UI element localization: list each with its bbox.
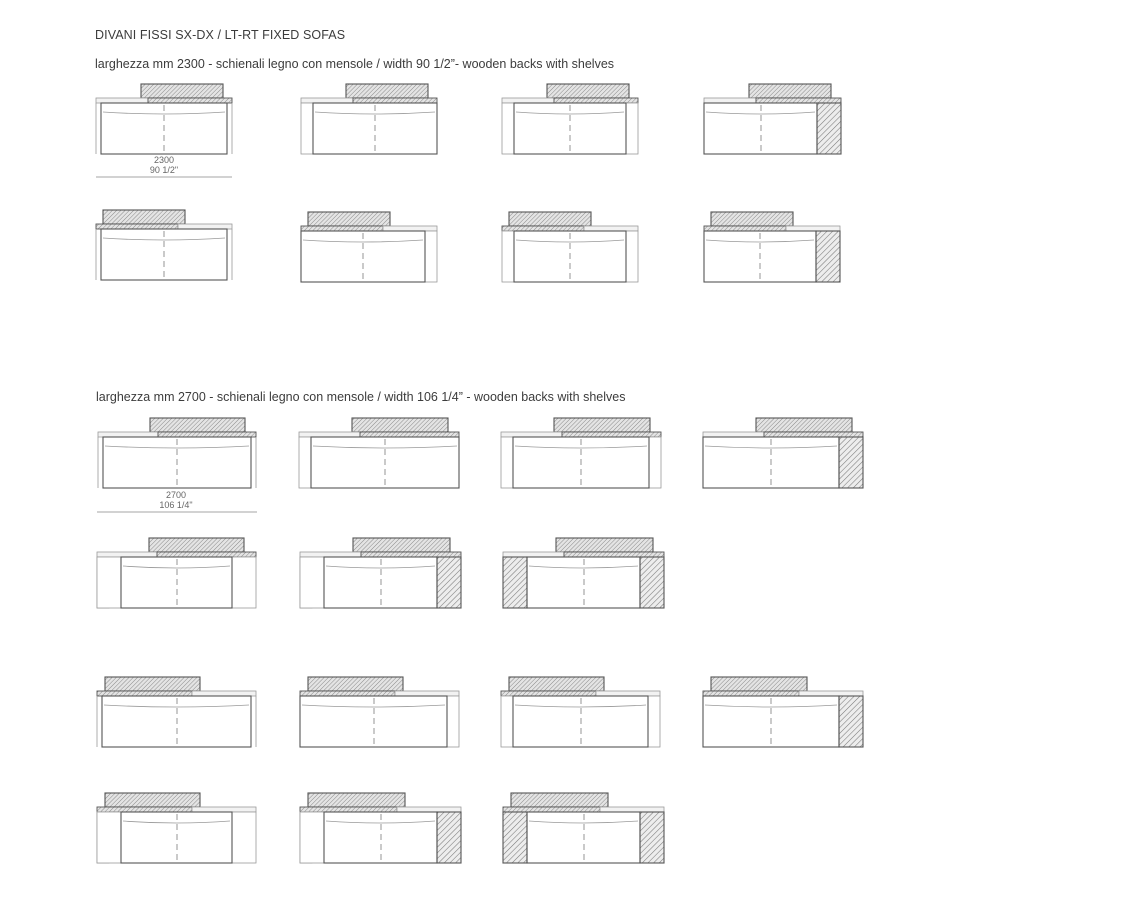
- cushion-line: [515, 705, 646, 707]
- sofa-plan: [97, 677, 256, 747]
- back-strip: [300, 552, 361, 557]
- back-strip-wood: [96, 224, 178, 229]
- cushion-line: [326, 566, 435, 568]
- shelf-block: [509, 677, 604, 691]
- sofa-plan: [96, 210, 232, 280]
- sofa-plan: [97, 793, 256, 863]
- hatched-arm: [817, 103, 841, 154]
- seat-body: [704, 103, 817, 154]
- cushion-line: [705, 705, 837, 707]
- arm: [447, 696, 459, 747]
- cushion-line: [303, 240, 423, 242]
- dimension-inches: 90 1/2": [149, 165, 179, 175]
- arm: [97, 812, 121, 863]
- back-strip-wood: [501, 691, 596, 696]
- sofa-plan: [299, 418, 459, 488]
- sofa-plan: [301, 84, 437, 154]
- sofa-plan: [704, 212, 840, 282]
- dimension-mm: 2300: [153, 155, 175, 165]
- hatched-arm: [437, 812, 461, 863]
- back-strip-wood: [361, 552, 461, 557]
- back-strip-wood: [300, 807, 397, 812]
- back-strip: [383, 226, 437, 231]
- shelf-block: [308, 677, 403, 691]
- section-heading-2300: larghezza mm 2300 - schienali legno con mensole / width 90 1/2”- wooden backs with shelves: [95, 57, 615, 71]
- hatched-arm: [839, 696, 863, 747]
- arm: [232, 812, 256, 863]
- back-strip: [584, 226, 638, 231]
- back-strip-wood: [97, 807, 192, 812]
- back-strip: [704, 98, 756, 103]
- back-strip: [786, 226, 840, 231]
- back-strip: [299, 432, 360, 437]
- arm: [649, 437, 661, 488]
- sofa-plan: [503, 793, 664, 863]
- back-strip-wood: [564, 552, 664, 557]
- back-strip-wood: [704, 226, 786, 231]
- back-strip: [596, 691, 660, 696]
- sofa-plan: [97, 538, 256, 608]
- cushion-line: [103, 112, 225, 114]
- arm: [501, 696, 513, 747]
- shelf-block: [352, 418, 448, 432]
- back-strip: [503, 552, 564, 557]
- back-strip: [502, 98, 554, 103]
- back-strip-wood: [502, 226, 584, 231]
- sofa-plan: [704, 84, 841, 154]
- shelf-block: [554, 418, 650, 432]
- dimension-inches: 106 1/4": [159, 500, 193, 510]
- cushion-line: [516, 112, 624, 114]
- hatched-arm: [640, 557, 664, 608]
- hatched-arm: [503, 812, 527, 863]
- arm: [425, 231, 437, 282]
- cushion-line: [706, 240, 814, 242]
- arm: [300, 557, 324, 608]
- arm: [232, 557, 256, 608]
- back-strip: [301, 98, 353, 103]
- back-strip-wood: [764, 432, 863, 437]
- back-strip: [97, 552, 157, 557]
- arm: [502, 231, 514, 282]
- cushion-line: [515, 446, 647, 448]
- back-strip-wood: [148, 98, 232, 103]
- back-strip: [703, 432, 764, 437]
- shelf-block: [749, 84, 831, 98]
- back-strip: [96, 98, 148, 103]
- cushion-line: [529, 566, 638, 568]
- shelf-block: [547, 84, 629, 98]
- shelf-block: [103, 210, 185, 224]
- shelf-block: [141, 84, 223, 98]
- cushion-line: [123, 821, 230, 823]
- shelf-block: [308, 793, 405, 807]
- seat-body: [121, 557, 232, 608]
- cushion-line: [315, 112, 435, 114]
- back-strip: [98, 432, 158, 437]
- sofa-plan: [501, 418, 661, 488]
- back-strip: [600, 807, 664, 812]
- shelf-block: [308, 212, 390, 226]
- seat-body: [102, 696, 251, 747]
- hatched-arm: [816, 231, 840, 282]
- dimension-mm: 2700: [165, 490, 187, 500]
- cushion-line: [529, 821, 638, 823]
- dimension-annotation: [97, 490, 257, 512]
- arm: [626, 231, 638, 282]
- arm: [502, 103, 514, 154]
- back-strip: [397, 807, 461, 812]
- arm: [299, 437, 311, 488]
- shelf-block: [711, 677, 807, 691]
- hatched-arm: [839, 437, 863, 488]
- back-strip: [178, 224, 232, 229]
- section-heading-2700: larghezza mm 2700 - schienali legno con mensole / width 106 1/4” - wooden backs with shelves: [96, 390, 626, 404]
- hatched-arm: [640, 812, 664, 863]
- back-strip-wood: [353, 98, 437, 103]
- seat-body: [513, 696, 648, 747]
- sofa-plan: [300, 793, 461, 863]
- shelf-block: [353, 538, 450, 552]
- cushion-line: [123, 566, 230, 568]
- cushion-line: [326, 821, 435, 823]
- arm: [626, 103, 638, 154]
- shelf-block: [509, 212, 591, 226]
- sofa-plan: [301, 212, 437, 282]
- shelf-block: [711, 212, 793, 226]
- hatched-arm: [503, 557, 527, 608]
- back-strip-wood: [301, 226, 383, 231]
- back-strip-wood: [756, 98, 841, 103]
- back-strip: [501, 432, 562, 437]
- sofa-plan: [502, 212, 638, 282]
- cushion-line: [302, 705, 445, 707]
- shelf-block: [556, 538, 653, 552]
- back-strip: [395, 691, 459, 696]
- back-strip-wood: [360, 432, 459, 437]
- back-strip-wood: [97, 691, 192, 696]
- cushion-line: [705, 446, 837, 448]
- cushion-line: [313, 446, 457, 448]
- cushion-line: [103, 238, 225, 240]
- arm: [97, 557, 121, 608]
- back-strip-wood: [503, 807, 600, 812]
- sofa-plan: [300, 538, 461, 608]
- arm: [648, 696, 660, 747]
- sofa-plan: [502, 84, 638, 154]
- seat-body: [527, 557, 640, 608]
- dimension-annotation: [96, 155, 232, 177]
- cushion-line: [516, 240, 624, 242]
- cushion-line: [104, 705, 249, 707]
- sofa-plan: [98, 418, 256, 488]
- sofa-plan: [503, 538, 664, 608]
- sofa-plan: [501, 677, 660, 747]
- shelf-block: [105, 793, 200, 807]
- shelf-block: [756, 418, 852, 432]
- seat-body: [121, 812, 232, 863]
- seat-body: [324, 812, 437, 863]
- back-strip-wood: [157, 552, 256, 557]
- back-strip-wood: [158, 432, 256, 437]
- cushion-line: [706, 112, 815, 114]
- seat-body: [527, 812, 640, 863]
- back-strip: [192, 691, 256, 696]
- arm: [300, 812, 324, 863]
- arm: [301, 103, 313, 154]
- sofa-plan: [300, 677, 459, 747]
- back-strip-wood: [300, 691, 395, 696]
- sofa-plan: [96, 84, 232, 154]
- shelf-block: [105, 677, 200, 691]
- back-strip: [799, 691, 863, 696]
- cushion-line: [105, 446, 249, 448]
- back-strip: [192, 807, 256, 812]
- page-title: DIVANI FISSI SX-DX / LT-RT FIXED SOFAS: [95, 28, 346, 42]
- arm: [501, 437, 513, 488]
- seat-body: [300, 696, 447, 747]
- sofa-plan: [703, 677, 863, 747]
- back-strip-wood: [554, 98, 638, 103]
- sofa-plan: [703, 418, 863, 488]
- hatched-arm: [437, 557, 461, 608]
- shelf-block: [150, 418, 245, 432]
- back-strip-wood: [562, 432, 661, 437]
- seat-body: [324, 557, 437, 608]
- shelf-block: [346, 84, 428, 98]
- shelf-block: [511, 793, 608, 807]
- shelf-block: [149, 538, 244, 552]
- back-strip-wood: [703, 691, 799, 696]
